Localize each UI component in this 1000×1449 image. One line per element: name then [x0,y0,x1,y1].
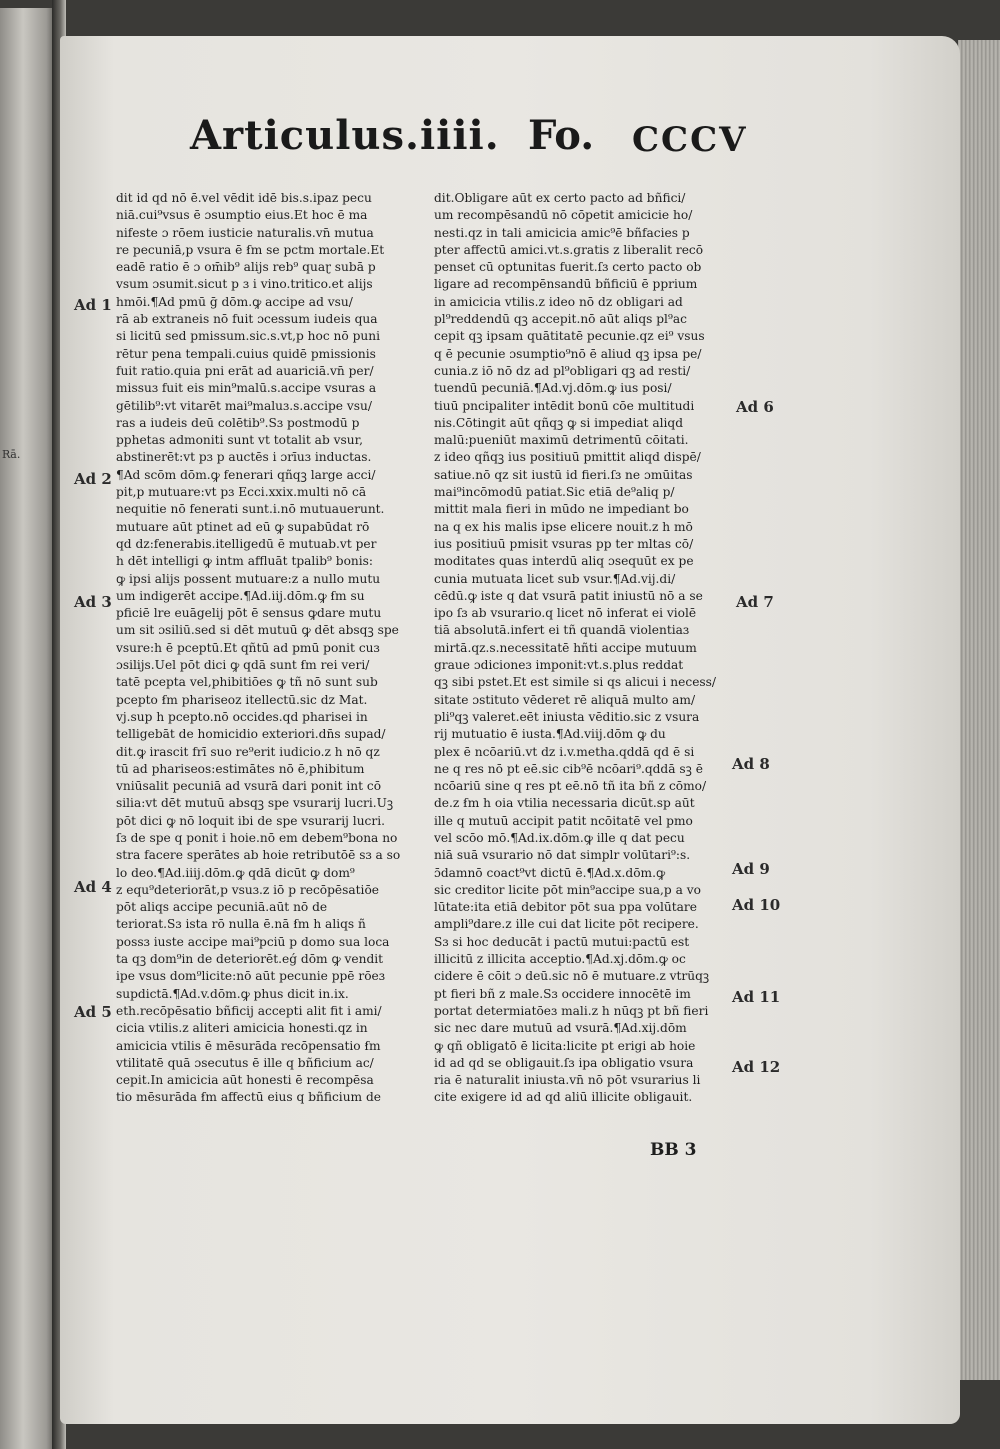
text-line: fuit ratio.quia pni erāt ad auariciā.vn̄ per/ [116,363,374,378]
text-line: mutuare aūt ptinet ad eū ꝙ supabūdat rō [116,519,370,534]
text-line: gētilib⁹:vt vitarēt mai⁹maluɜ.s.accipe vsu/ [116,398,372,413]
marginal-note-ad11: Ad 11 [732,988,781,1006]
text-line: sic creditor licite pōt min⁹accipe sua,p a vo [434,882,701,897]
text-line: portat determiatōeɜ mali.z h nūqꝫ pt bñ fieri [434,1003,709,1018]
text-line: na q ex his malis ipse elicere nouit.z h mō [434,519,693,534]
marginal-note-ad7: Ad 7 [736,593,774,611]
marginal-note-ad10: Ad 10 [732,896,781,914]
text-line: tū ad phariseos:estimātes nō ē,phibitum [116,761,365,776]
text-line: rā ab extraneis nō fuit ɔcessum iudeis qua [116,312,378,327]
text-line: um indigerēt accipe.¶Ad.iij.dōm.ꝙ ẜm su [116,588,365,603]
text-line: niā.cui⁹vsus ē ɔsumptio eius.Et hoc ē ma [116,208,368,223]
text-line: z ideo qñqꝫ ius positiuū pmittit aliqd dispē/ [434,450,701,465]
text-line: cunia mutuata licet sub vsur.¶Ad.vij.di/ [434,571,676,586]
text-line: malū:pueniūt maximū detrimentū cōitati. [434,433,689,448]
signature-mark: BB 3 [650,1140,697,1160]
text-line: pphetas admoniti sunt vt totalit ab vsur, [116,433,363,448]
text-line: cicia vtilis.z aliteri amicicia honesti.qz in [116,1021,368,1036]
text-line: missuɜ fuit eis min⁹malū.s.accipe vsuras a [116,381,377,396]
text-line: pt fieri bñ z male.Sɜ occidere innocētē im [434,986,691,1001]
text-line: dit.ꝙ irascit frī suo re⁹erit iudicio.z h nō qz [116,744,380,759]
marginal-note-ad12: Ad 12 [732,1058,781,1076]
text-line: possɜ iuste accipe mai⁹pciū p domo sua loca [116,934,390,949]
text-line: cite exigere id ad qd aliū illicite obligauit. [434,1090,693,1105]
text-line: ria ē naturalit iniusta.vn̄ nō pōt vsurarius li [434,1073,701,1088]
folio-number: CCCV [632,120,748,160]
text-line: ꝙ ipsi alijs possent mutuare:z a nullo mutu [116,571,381,586]
text-line: vsum ɔsumit.sicut p ɜ i vino.tritico.et alijs [116,277,373,292]
marginal-note-ad6: Ad 6 [736,398,774,416]
text-line: qd dz:fenerabis.itelligedū ē mutuab.vt per [116,536,377,551]
text-line: ¶Ad scōm dōm.ꝙ fenerari qñqꝫ large acci/ [116,467,376,482]
page-stack-edges [958,40,1000,1380]
marginal-note-ad4: Ad 4 [74,878,112,896]
text-line: graue ɔdicioneɜ imponit:vt.s.plus reddat [434,658,684,673]
text-line: illicitū z illicita acceptio.¶Ad.xj.dōm.ꝙ oc [434,952,686,967]
text-line: mai⁹incōmodū patiat.Sic etiā de⁹aliq p/ [434,485,675,500]
text-line: cepit qꝫ ipsam quātitatē pecunie.qz ei⁹ vsus [434,329,705,344]
text-line: teriorat.Sɜ ista rō nulla ē.nā ẜm h aliqs ñ [116,917,366,932]
text-line: silia:vt dēt mutuū absqꝫ spe vsurarij lucri.Uꝫ [116,796,394,811]
running-title: Articulus.iiii. [190,112,500,159]
text-line: sitate ɔstituto vēderet rē aliquā multo am/ [434,692,696,707]
text-line: cēdū.ꝙ iste q dat vsurā patit iniustū nō a se [434,588,703,603]
marginal-note-ad1: Ad 1 [74,296,112,314]
text-line: dit.Obligare aūt ex certo pacto ad bñfici/ [434,191,686,205]
left-text-column [116,190,416,1107]
text-line: pli⁹qꝫ valeret.eēt iniusta vēditio.sic z vsura [434,709,700,724]
text-line: eth.recōpēsatio bñficij accepti alit fit i ami/ [116,1003,382,1018]
marginal-note-ad5: Ad 5 [74,1003,112,1021]
text-line: de.z ẜm h oia vtilia necessaria dicūt.sp aūt [434,796,695,811]
text-line: rij mutuatio ē iusta.¶Ad.viij.dōm ꝙ du [434,727,666,742]
facing-page-edge [0,8,58,1449]
text-line: eadē ratio ē ɔ om̄ib⁹ alijs reb⁹ quaɽ subā p [116,260,376,275]
text-line: amicicia vtilis ē mēsurāda recōpensatio ẜm [116,1038,381,1053]
text-line: mittit mala fieri in mūdo ne impediant bo [434,502,689,517]
text-line: h dēt intelligi ꝙ intm affluāt tpalib⁹ bonis: [116,554,374,569]
text-line: penset cū optunitas fuerit.ſɜ certo pacto ob [434,260,702,275]
text-line: pter affectū amici.vt.s.gratis z liberalit recō [434,242,704,257]
text-line: mirtā.qz.s.necessitatē hñti accipe mutuum [434,640,697,655]
text-line: tatē pcepta vel,phibitiōes ꝙ tñ nō sunt sub [116,675,378,690]
text-line: telligebāt de homicidio exteriori.dn̄s supad/ [116,727,386,742]
text-line: pit,p mutuare:vt pɜ Ecci.xxix.multi nō cā [116,485,367,500]
marginal-note-ad9: Ad 9 [732,860,770,878]
text-line: ɔ̄damnō coact⁹vt dictū ē.¶Ad.x.dōm.ꝙ [434,865,666,880]
text-line: pl⁹reddendū qꝫ accepit.nō aūt aliqs pl⁹ac [434,312,687,327]
text-line: rētur pena tempali.cuius quidē pmissionis [116,346,376,361]
text-line: um recompēsandū nō cōpetit amicicie ho/ [434,208,693,223]
text-line: vel scōo mō.¶Ad.ix.dōm.ꝙ ille q dat pecu [434,830,685,845]
text-line: Sɜ si hoc deducāt i pactū mutui:pactū est [434,934,690,949]
text-line: dit id qd nō ē.vel vēdit idē bis.s.ipaz pecu [116,191,372,205]
text-line: ras a iudeis deū colētib⁹.Sɜ postmodū p [116,415,360,430]
marginal-note-ad2: Ad 2 [74,470,112,488]
facing-page-fragment: Rā. [2,448,21,461]
text-line: pōt aliqs accipe pecuniā.aūt nō de [116,900,328,915]
text-line: qꝫ sibi pstet.Et est simile si qs alicui i necess/ [434,675,717,690]
text-line: pficiē lre euāgelij pōt ē sensus ꝙdare mutu [116,606,382,621]
text-line: ɔsilijs.Uel pōt dici ꝙ qdā sunt ẜm rei veri/ [116,658,370,673]
folio-label: Fo. [528,112,595,159]
text-line: tuendū pecuniā.¶Ad.vj.dōm.ꝙ ius posi/ [434,381,672,396]
marginal-note-ad3: Ad 3 [74,593,112,611]
marginal-note-ad8: Ad 8 [732,755,770,773]
text-line: niā suā vsurario nō dat simplr volūtari⁹:s. [434,848,691,863]
text-line: hmōi.¶Ad pmū ḡ dōm.ꝙ accipe ad vsu/ [116,294,353,309]
text-line: um sit ɔsiliū.sed si dēt mutuū ꝙ dēt absqꝫ spe [116,623,399,638]
text-line: tiuū pncipaliter intēdit bonū cōe multitudi [434,398,695,413]
text-line: cunia.z iō nō dz ad pl⁹obligari qꝫ ad resti/ [434,363,691,378]
text-line: ius positiuū pmisit vsuras pp ter mltas cō/ [434,536,694,551]
text-line: ipe vsus dom⁹licite:nō aūt pecunie ppē rōeɜ [116,969,385,984]
text-line: q ē pecunie ɔsumptio⁹nō ē aliud qꝫ ipsa pe/ [434,346,702,361]
text-line: vniūsalit pecuniā ad vsurā dari ponit int cō [116,779,382,794]
text-line: z equ⁹deteriorāt,p vsuɜ.z iō p recōpēsatiōe [116,882,379,897]
text-line: moditates quas interdū aliq ɔsequūt ex pe [434,554,694,569]
text-line: cidere ē cōit ɔ deū.sic nō ē mutuare.z vtrūqꝫ [434,969,710,984]
text-line: satiue.nō qz sit iustū id fieri.ſɜ ne ɔmūitas [434,467,693,482]
text-line: nesti.qz in tali amicicia amic⁹ē bñfacies p [434,225,690,240]
text-line: stra facere sperātes ab hoie retributōē sɜ a so [116,848,401,863]
text-line: pcepto ẜm phariseoz itellectū.sic dz Mat. [116,692,368,707]
text-line: ſɜ de spe q ponit i hoie.nō em debem⁹bona no [116,830,398,845]
text-line: ꝙ qñ obligatō ē licita:licite pt erigi ab hoie [434,1038,696,1053]
text-line: ipo ſɜ ab vsurario.q licet nō inferat ei violē [434,606,697,621]
text-line: ampli⁹dare.z ille cui dat licite pōt recipere. [434,917,699,932]
text-line: pōt dici ꝙ nō loquit ibi de spe vsurarij lucri. [116,813,385,828]
text-line: vtilitatē quā ɔsecutus ē ille q bñficium ac/ [116,1055,374,1070]
text-line: id ad qd se obligauit.ſɜ ipa obligatio vsura [434,1055,694,1070]
text-line: lo deo.¶Ad.iiij.dōm.ꝙ qdā dicūt ꝙ dom⁹ [116,865,355,880]
text-line: re pecuniā,p vsura ē ẜm se pctm mortale.Et [116,242,385,257]
text-line: sic nec dare mutuū ad vsurā.¶Ad.xij.dōm [434,1021,687,1036]
text-line: supdictā.¶Ad.v.dōm.ꝙ phus dicit in.ix. [116,986,349,1001]
text-line: vj.sup h pcepto.nō occides.qd pharisei in [116,709,368,724]
text-line: ille q mutuū accipit patit ncōitatē vel pmo [434,813,693,828]
text-line: ncōariū sine q res pt eē.nō tñ ita bñ z cōmo/ [434,779,707,794]
text-line: tio mēsurāda ẜm affectū eius q bñficium de [116,1090,382,1105]
text-line: si licitū sed pmissum.sic.s.vt,p hoc nō puni [116,329,381,344]
text-line: plex ē ncōariū.vt dz i.v.metha.qddā qd ē si [434,744,695,759]
text-line: tiā absolutā.infert ei tñ quandā violentiaɜ [434,623,690,638]
text-line: abstinerēt:vt pɜ p auctēs i ɔrīuɜ inductas. [116,450,372,465]
text-line: lūtate:ita etiā debitor pōt sua ppa volūtare [434,900,697,915]
text-line: ta qꝫ dom⁹in de deteriorēt.eǵ dōm ꝙ vendit [116,952,384,967]
text-line: cepit.In amicicia aūt honesti ē recompēsa [116,1073,374,1088]
text-line: nequitie nō fenerati sunt.i.nō mutuauerunt. [116,502,385,517]
text-line: ligare ad recompēnsandū bñficiū ē pprium [434,277,698,292]
right-text-column [434,190,734,1107]
text-line: nis.Cōtingit aūt qñqꝫ ꝙ si impediat aliqd [434,415,684,430]
text-line: nifeste ɔ rōem iusticie naturalis.vn̄ mutua [116,225,374,240]
text-line: in amicicia vtilis.z ideo nō dz obligari ad [434,294,683,309]
text-line: ne q res nō pt eē.sic cib⁹ē ncōari⁹.qddā sꝫ ē [434,761,703,776]
text-line: vsure:h ē pceptū.Et qñtū ad pmū ponit cuɜ [116,640,380,655]
